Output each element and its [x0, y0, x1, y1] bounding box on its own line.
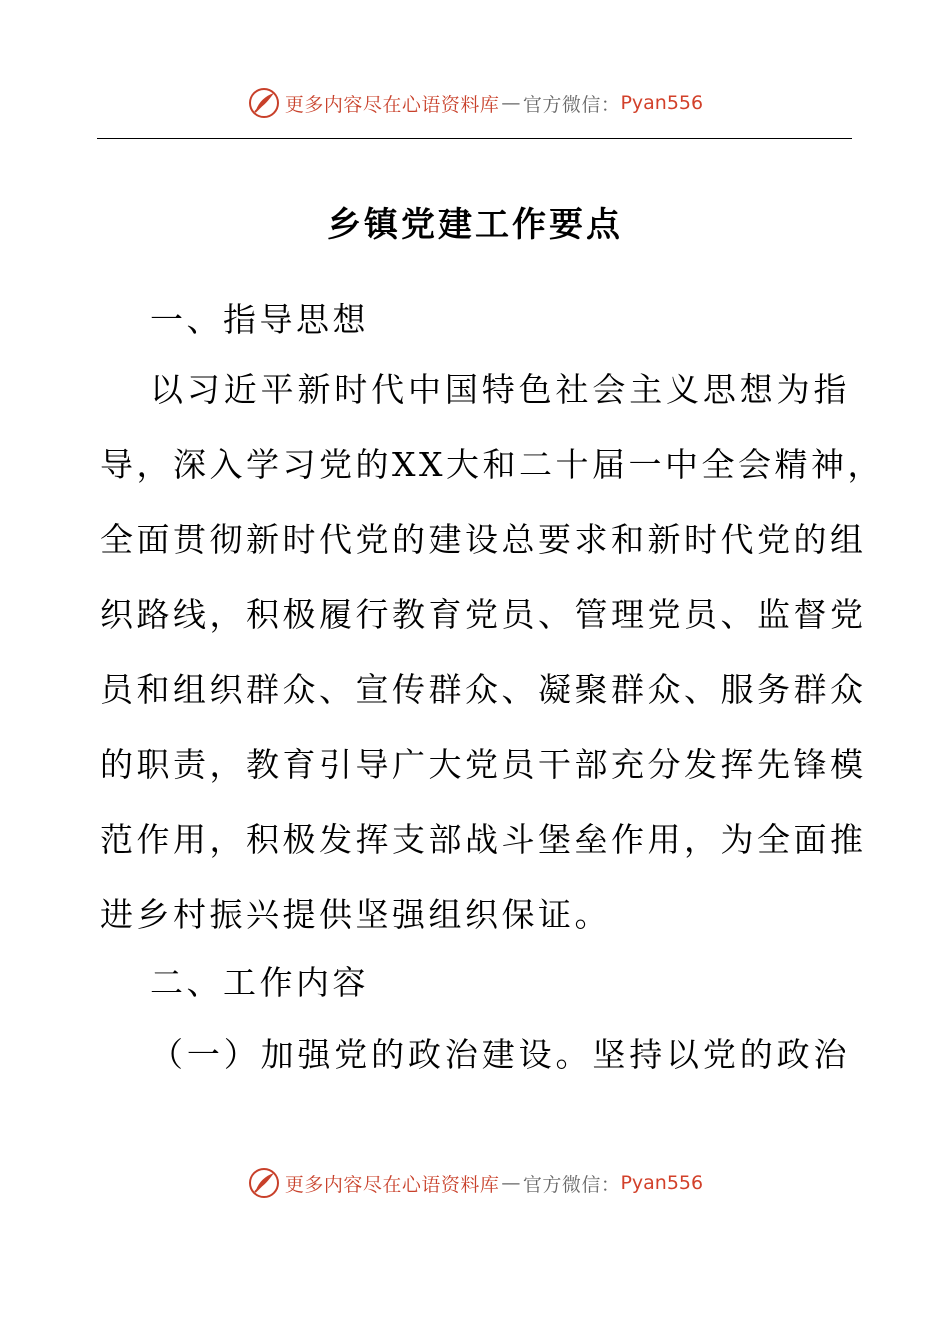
- quill-logo-icon: [247, 1166, 281, 1200]
- footer-banner: [0, 1163, 950, 1203]
- paragraph-line: 进乡村振兴提供坚强组织保证。: [100, 895, 611, 934]
- banner-text: 更多内容尽在心语资料库: [284, 1173, 500, 1196]
- paragraph-line: 员和组织群众、宣传群众、凝聚群众、服务群众: [100, 670, 867, 709]
- quill-logo-icon: [247, 86, 281, 120]
- banner-text: 更多内容尽在心语资料库: [284, 93, 500, 116]
- paragraph-line: 范作用，积极发挥支部战斗堡垒作用，为全面推: [100, 820, 867, 859]
- paragraph-line: 全面贯彻新时代党的建设总要求和新时代党的组: [100, 520, 867, 559]
- banner-dash: —: [501, 1172, 521, 1194]
- paragraph-line: 的职责，教育引导广大党员干部充分发挥先锋模: [100, 745, 867, 784]
- paragraph-line: 导，深入学习党的XX大和二十届一中全会精神，: [100, 445, 884, 484]
- paragraph-line: 以习近平新时代中国特色社会主义思想为指: [150, 370, 850, 409]
- header-banner: [0, 83, 950, 123]
- banner-wechat-id: Pyan556: [620, 1172, 704, 1194]
- section-heading: 一、指导思想: [150, 300, 369, 339]
- document-title: 乡镇党建工作要点: [327, 205, 623, 245]
- banner-wechat-label: 官方微信：: [522, 93, 621, 116]
- banner-wechat-id: Pyan556: [620, 92, 704, 114]
- banner-wechat-label: 官方微信：: [522, 1173, 621, 1196]
- paragraph-line: 织路线，积极履行教育党员、管理党员、监督党: [100, 595, 867, 634]
- paragraph-line: （一）加强党的政治建设。坚持以党的政治: [150, 1035, 850, 1074]
- section-heading: 二、工作内容: [150, 963, 369, 1002]
- banner-dash: —: [501, 92, 521, 114]
- header-divider: [97, 138, 852, 139]
